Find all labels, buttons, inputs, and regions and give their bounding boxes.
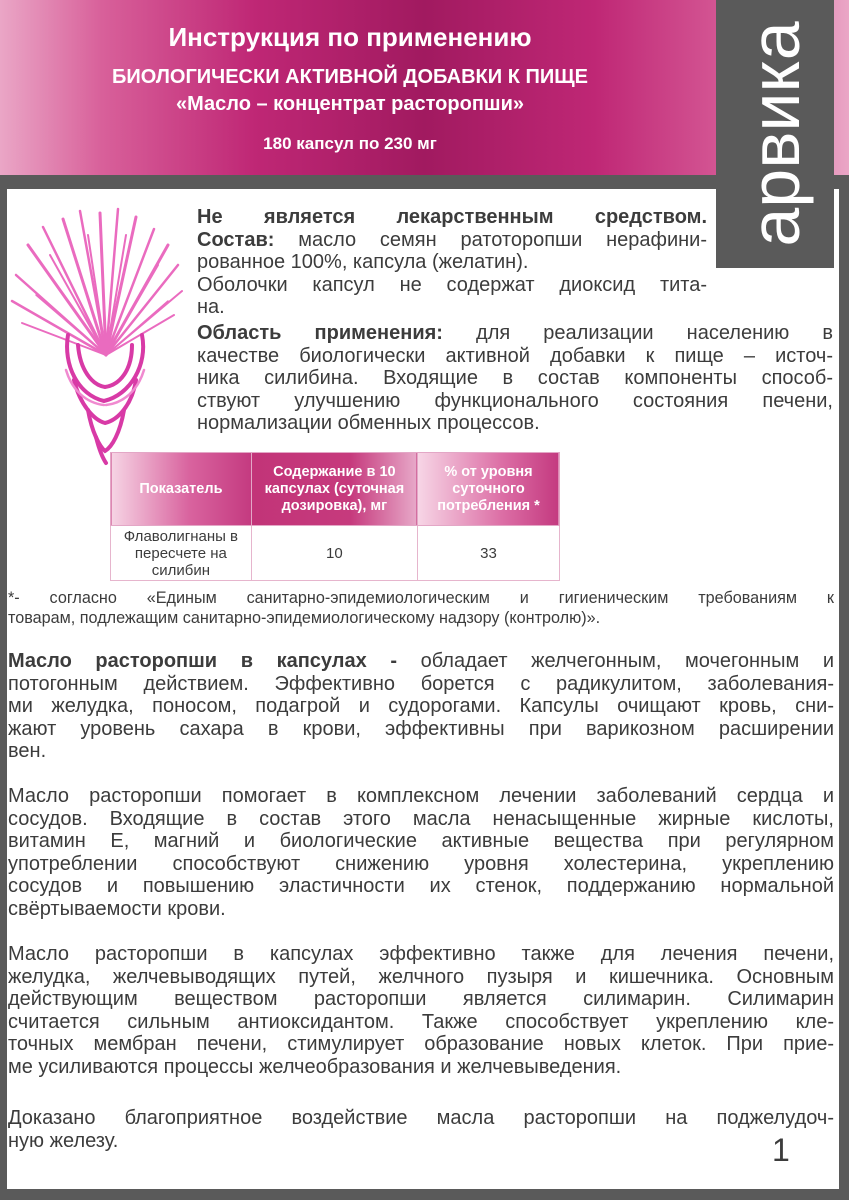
brand-name: арвика (736, 21, 814, 247)
usage-area-block (197, 322, 833, 435)
paragraph-text: сосудов и повышению эластичности их стенок, поддержанию нормальной (8, 875, 834, 897)
cell-indicator: Флаволигнаны в пересчете на силибин (111, 526, 252, 581)
column-header-content: Содержание в 10 капсулах (суточная дозировка), мг (251, 453, 417, 526)
paragraph-text: Масло расторопши помогает в комплексном лечении заболеваний сердца и (8, 785, 834, 807)
page-number: 1 (772, 1132, 790, 1168)
paragraph-text: ную железу. (8, 1129, 119, 1152)
composition-label: Состав: (197, 228, 275, 251)
composition-text: Оболочки капсул не содержат диоксид тита- (197, 273, 707, 296)
column-header-indicator: Показатель (111, 453, 252, 526)
paragraph-text: желудка, желчевыводящих путей, желчного пузыря и кишечника. Основным (8, 965, 834, 988)
footnote (8, 589, 834, 628)
paragraph-heart (8, 785, 834, 920)
paragraph-capsules (8, 650, 834, 763)
composition-text: масло семян ратоторопши нерафини- (274, 228, 707, 251)
document-title: Инструкция по применению (168, 22, 532, 52)
milk-thistle-flower-icon (8, 205, 186, 467)
frame-bottom (0, 1189, 849, 1200)
paragraph-text: вен. (8, 740, 47, 762)
paragraph-lead: Масло расторопши в капсулах - (8, 650, 397, 672)
column-header-percent: % от уровня суточного потребления * (417, 453, 559, 526)
usage-area-text: для реализации населению в (442, 322, 833, 344)
intro-block (197, 206, 707, 319)
cell-amount: 10 (251, 526, 417, 581)
paragraph-text: потогонным действием. Эффективно борется с радикулитом, заболевания- (8, 672, 834, 695)
paragraph-text: Доказано благоприятное воздействие масла расторопши на поджелудоч- (8, 1107, 834, 1129)
product-name: «Масло – концентрат расторопши» (175, 93, 524, 115)
usage-area-text: нормализации обменных процессов. (197, 412, 540, 434)
usage-area-label: Область применения: (197, 322, 443, 344)
paragraph-text: Масло расторопши в капсулах эффективно также для лечения печени, (8, 943, 834, 965)
composition-text: на. (197, 296, 225, 318)
paragraph-text: витамин Е, магний и биологические активные вещества при регулярном (8, 830, 834, 852)
frame-right (839, 189, 849, 1189)
paragraph-liver (8, 943, 834, 1078)
frame-left (0, 189, 7, 1189)
usage-area-text: ствуют улучшению функционального состояния печени, (197, 389, 833, 412)
cell-percent: 33 (417, 526, 559, 581)
paragraph-text: точных мембран печени, стимулирует образование новых клеток. При прие- (8, 1033, 834, 1055)
disclaimer: Не является лекарственным средством. (197, 206, 707, 228)
paragraph-text: ми желудка, поносом, подагрой и судорогами. Капсулы очищают кровь, сни- (8, 695, 834, 717)
paragraph-text: употреблении способствуют снижению уровня холестерина, укреплению (8, 852, 834, 875)
paragraph-pancreas (8, 1107, 834, 1152)
footnote-line: товарам, подлежащим санитарно-эпидемиологическому надзору (контролю)». (8, 608, 601, 627)
paragraph-text: сосудов. Входящие в состав этого масла ненасыщенные жирные кислоты, (8, 807, 834, 830)
composition-text: рованное 100%, капсула (желатин). (197, 251, 529, 273)
paragraph-text: ме усиливаются процессы желчеобразования и желчевыведения. (8, 1055, 622, 1078)
product-dosage: 180 капсул по 230 мг (263, 134, 437, 153)
paragraph-text: действующим веществом расторопши является силимарин. Силимарин (8, 988, 834, 1010)
paragraph-text: свёртываемости крови. (8, 897, 226, 920)
paragraph-text: жают уровень сахара в крови, эффективны при варикозном расширении (8, 717, 834, 740)
usage-area-text: ника силибина. Входящие в состав компоненты способ- (197, 367, 833, 389)
product-category: БИОЛОГИЧЕСКИ АКТИВНОЙ ДОБАВКИ К ПИЩЕ (112, 66, 588, 88)
paragraph-text: считается сильным антиоксидантом. Также способствует укреплению кле- (8, 1010, 834, 1033)
usage-area-text: качестве биологически активной добавки к пище – источ- (197, 344, 833, 367)
footnote-line: *- согласно «Единым санитарно-эпидемиологическим и гигиеническим требованиям к (8, 589, 834, 607)
table-header-row (111, 453, 560, 526)
table-row (111, 526, 560, 581)
paragraph-text: обладает желчегонным, мочегонным и (397, 650, 834, 672)
nutrition-table (110, 452, 560, 581)
